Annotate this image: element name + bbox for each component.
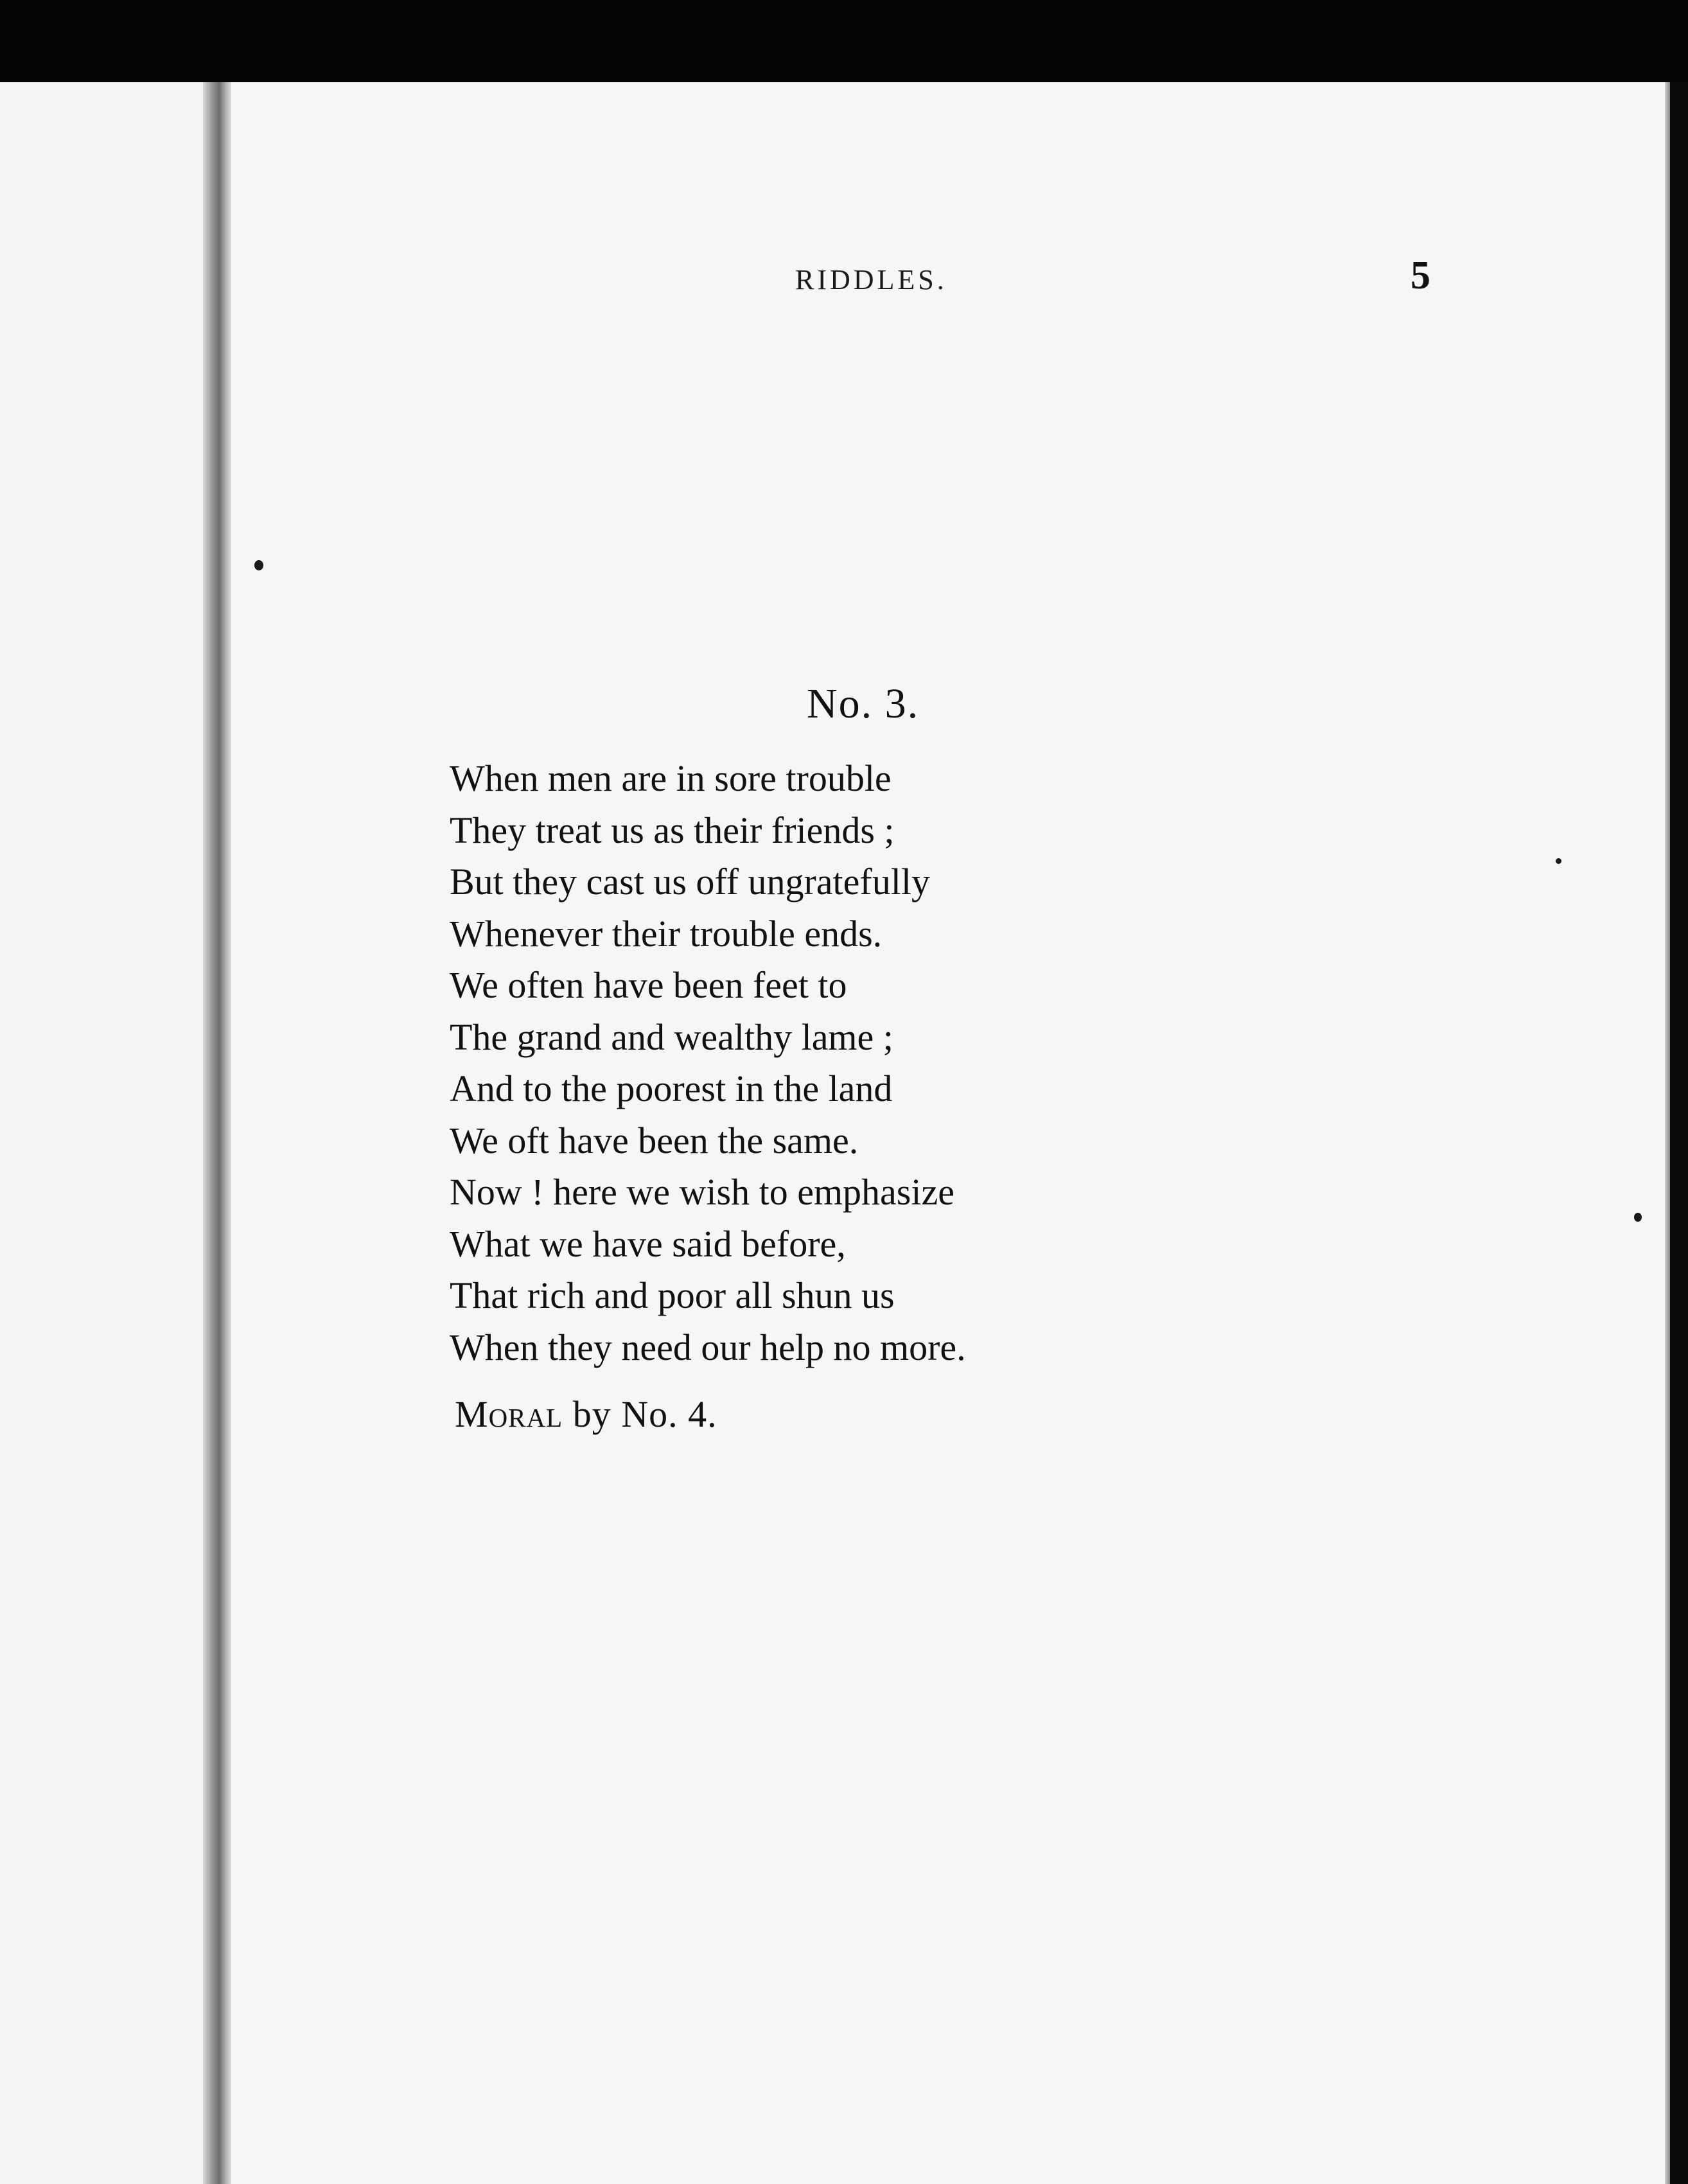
moral-reference: by No. 4. [563,1393,717,1435]
poem-line: We oft have been the same. [450,1119,859,1161]
poem-line: What we have said before, [450,1222,846,1265]
poem-line: And to the poorest in the land [450,1068,893,1109]
poem-line: When men are in sore trouble [450,757,892,799]
scan-border [1670,82,1688,2184]
riddle-heading: No. 3. [807,680,920,727]
page-right-edge [1665,82,1670,2184]
poem-line: They treat us as their friends ; [450,809,895,851]
poem-line: That rich and poor all shun us [450,1274,895,1316]
poem-line: We often have been feet to [450,964,847,1006]
book-gutter [203,82,233,2184]
ink-speck [254,560,263,570]
running-head: RIDDLES. [795,264,947,295]
riddle-poem [450,753,966,1373]
poem-line: But they cast us off ungratefully [450,861,930,903]
ink-speck [1556,858,1561,864]
poem-line: Whenever their trouble ends. [450,912,883,955]
poem-line: The grand and wealthy lame ; [450,1016,893,1058]
page-number: 5 [1411,254,1430,297]
poem-line: Now ! here we wish to emphasize [450,1171,954,1213]
moral-line [455,1393,717,1436]
ink-speck [1634,1213,1642,1222]
previous-page-edge [0,82,218,2184]
moral-label: Moral [455,1393,563,1435]
poem-line: When they need our help no more. [450,1326,966,1368]
